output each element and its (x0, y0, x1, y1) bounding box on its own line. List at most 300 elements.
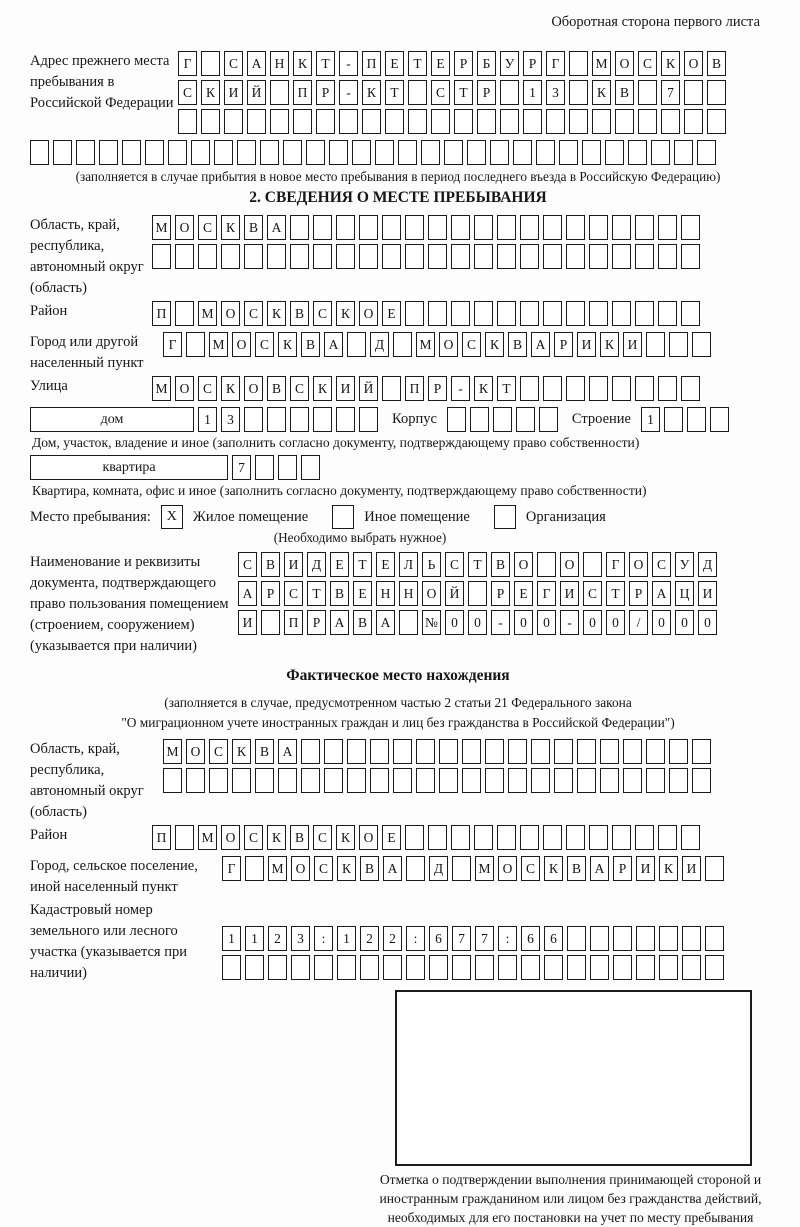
char-box[interactable] (76, 140, 95, 165)
char-box[interactable] (444, 140, 463, 165)
char-box[interactable] (592, 109, 611, 134)
char-box[interactable] (485, 739, 504, 764)
char-box[interactable]: 1 (337, 926, 356, 951)
char-box[interactable] (370, 739, 389, 764)
char-box[interactable]: С (198, 215, 217, 240)
char-box[interactable] (635, 244, 654, 269)
char-box[interactable] (612, 301, 631, 326)
char-box[interactable]: 1 (198, 407, 217, 432)
char-box[interactable]: : (498, 926, 517, 951)
char-box[interactable]: 7 (452, 926, 471, 951)
char-box[interactable] (658, 376, 677, 401)
char-box[interactable]: А (376, 610, 395, 635)
char-box[interactable]: В (244, 215, 263, 240)
char-box[interactable] (692, 768, 711, 793)
char-box[interactable]: / (629, 610, 648, 635)
char-box[interactable]: С (290, 376, 309, 401)
char-box[interactable] (623, 768, 642, 793)
char-box[interactable] (605, 140, 624, 165)
char-box[interactable]: С (244, 825, 263, 850)
char-box[interactable] (520, 301, 539, 326)
char-box[interactable]: П (152, 301, 171, 326)
char-box[interactable]: М (592, 51, 611, 76)
char-box[interactable]: А (267, 215, 286, 240)
char-box[interactable]: К (278, 332, 297, 357)
char-box[interactable] (692, 332, 711, 357)
char-box[interactable] (497, 825, 516, 850)
char-box[interactable] (500, 80, 519, 105)
char-box[interactable] (681, 825, 700, 850)
char-box[interactable] (347, 332, 366, 357)
char-box[interactable]: М (152, 215, 171, 240)
char-box[interactable] (669, 332, 688, 357)
char-box[interactable] (600, 739, 619, 764)
char-box[interactable] (360, 955, 379, 980)
char-box[interactable]: С (314, 856, 333, 881)
char-box[interactable] (658, 215, 677, 240)
char-box[interactable] (635, 215, 654, 240)
char-box[interactable] (290, 215, 309, 240)
char-box[interactable] (539, 407, 558, 432)
char-box[interactable]: С (224, 51, 243, 76)
char-box[interactable]: - (339, 80, 358, 105)
char-box[interactable] (612, 825, 631, 850)
char-box[interactable] (531, 739, 550, 764)
char-box[interactable] (451, 244, 470, 269)
char-box[interactable]: 3 (546, 80, 565, 105)
char-box[interactable] (232, 768, 251, 793)
char-box[interactable] (290, 407, 309, 432)
char-box[interactable] (577, 739, 596, 764)
char-box[interactable] (301, 739, 320, 764)
char-box[interactable]: Т (606, 581, 625, 606)
char-box[interactable]: О (359, 301, 378, 326)
char-box[interactable] (268, 955, 287, 980)
char-box[interactable] (684, 80, 703, 105)
char-box[interactable]: И (560, 581, 579, 606)
char-box[interactable] (405, 215, 424, 240)
char-box[interactable] (467, 140, 486, 165)
char-box[interactable] (474, 825, 493, 850)
char-box[interactable] (359, 407, 378, 432)
char-box[interactable] (628, 140, 647, 165)
char-box[interactable]: 0 (652, 610, 671, 635)
char-box[interactable] (462, 768, 481, 793)
char-box[interactable] (612, 244, 631, 269)
char-box[interactable] (428, 244, 447, 269)
char-box[interactable]: О (560, 552, 579, 577)
char-box[interactable]: Д (698, 552, 717, 577)
char-box[interactable] (646, 332, 665, 357)
char-box[interactable] (278, 768, 297, 793)
char-box[interactable] (278, 455, 297, 480)
char-box[interactable] (99, 140, 118, 165)
char-box[interactable]: К (337, 856, 356, 881)
char-box[interactable]: Г (546, 51, 565, 76)
char-box[interactable]: 0 (698, 610, 717, 635)
char-box[interactable]: К (659, 856, 678, 881)
char-box[interactable] (513, 140, 532, 165)
char-box[interactable]: К (201, 80, 220, 105)
char-box[interactable] (577, 768, 596, 793)
char-box[interactable]: М (268, 856, 287, 881)
char-box[interactable] (589, 244, 608, 269)
char-box[interactable] (569, 51, 588, 76)
char-box[interactable] (198, 244, 217, 269)
char-box[interactable] (237, 140, 256, 165)
char-box[interactable] (498, 955, 517, 980)
char-box[interactable] (408, 80, 427, 105)
char-box[interactable] (339, 109, 358, 134)
char-box[interactable] (638, 109, 657, 134)
char-box[interactable] (684, 109, 703, 134)
char-box[interactable] (589, 825, 608, 850)
char-box[interactable] (682, 955, 701, 980)
char-box[interactable] (224, 109, 243, 134)
char-box[interactable] (201, 51, 220, 76)
char-box[interactable]: Е (431, 51, 450, 76)
char-box[interactable] (347, 739, 366, 764)
char-box[interactable]: № (422, 610, 441, 635)
char-box[interactable]: Г (163, 332, 182, 357)
char-box[interactable]: В (360, 856, 379, 881)
char-box[interactable]: О (439, 332, 458, 357)
char-box[interactable]: Й (445, 581, 464, 606)
char-box[interactable] (658, 244, 677, 269)
char-box[interactable] (567, 926, 586, 951)
char-box[interactable]: В (290, 825, 309, 850)
char-box[interactable]: Ь (422, 552, 441, 577)
char-box[interactable]: О (359, 825, 378, 850)
char-box[interactable]: П (284, 610, 303, 635)
char-box[interactable] (490, 140, 509, 165)
char-box[interactable] (474, 301, 493, 326)
char-box[interactable] (705, 926, 724, 951)
char-box[interactable] (267, 407, 286, 432)
char-box[interactable] (452, 856, 471, 881)
char-box[interactable]: Д (307, 552, 326, 577)
char-box[interactable]: : (406, 926, 425, 951)
char-box[interactable]: И (238, 610, 257, 635)
char-box[interactable] (260, 140, 279, 165)
char-box[interactable] (270, 109, 289, 134)
char-box[interactable]: Т (408, 51, 427, 76)
char-box[interactable] (636, 955, 655, 980)
char-box[interactable]: 0 (675, 610, 694, 635)
char-box[interactable] (428, 215, 447, 240)
char-box[interactable] (324, 768, 343, 793)
char-box[interactable] (477, 109, 496, 134)
char-box[interactable] (385, 109, 404, 134)
char-box[interactable]: О (422, 581, 441, 606)
char-box[interactable] (475, 955, 494, 980)
char-box[interactable] (470, 407, 489, 432)
char-box[interactable] (405, 825, 424, 850)
char-box[interactable]: А (278, 739, 297, 764)
char-box[interactable] (497, 215, 516, 240)
char-box[interactable] (247, 109, 266, 134)
char-box[interactable]: Р (261, 581, 280, 606)
char-box[interactable]: О (186, 739, 205, 764)
checkbox-zhiloe[interactable]: X (161, 505, 183, 529)
char-box[interactable]: А (247, 51, 266, 76)
char-box[interactable] (306, 140, 325, 165)
char-box[interactable] (497, 301, 516, 326)
char-box[interactable] (544, 955, 563, 980)
char-box[interactable]: И (623, 332, 642, 357)
char-box[interactable]: О (629, 552, 648, 577)
char-box[interactable]: О (514, 552, 533, 577)
char-box[interactable] (520, 825, 539, 850)
char-box[interactable] (301, 768, 320, 793)
char-box[interactable]: И (336, 376, 355, 401)
char-box[interactable] (291, 955, 310, 980)
char-box[interactable]: П (405, 376, 424, 401)
char-box[interactable] (651, 140, 670, 165)
char-box[interactable] (214, 140, 233, 165)
char-box[interactable]: Р (629, 581, 648, 606)
char-box[interactable]: Е (382, 301, 401, 326)
char-box[interactable] (635, 301, 654, 326)
char-box[interactable]: П (152, 825, 171, 850)
char-box[interactable]: Й (247, 80, 266, 105)
char-box[interactable] (497, 244, 516, 269)
char-box[interactable] (201, 109, 220, 134)
char-box[interactable]: А (590, 856, 609, 881)
char-box[interactable]: - (491, 610, 510, 635)
char-box[interactable] (661, 109, 680, 134)
char-box[interactable] (566, 825, 585, 850)
char-box[interactable] (520, 215, 539, 240)
char-box[interactable] (646, 768, 665, 793)
char-box[interactable]: 6 (544, 926, 563, 951)
char-box[interactable]: Е (330, 552, 349, 577)
char-box[interactable] (462, 739, 481, 764)
char-box[interactable] (546, 109, 565, 134)
char-box[interactable]: К (232, 739, 251, 764)
char-box[interactable]: К (362, 80, 381, 105)
char-box[interactable]: Т (353, 552, 372, 577)
char-box[interactable] (681, 215, 700, 240)
char-box[interactable]: - (451, 376, 470, 401)
char-box[interactable] (245, 955, 264, 980)
char-box[interactable] (567, 955, 586, 980)
char-box[interactable] (447, 407, 466, 432)
char-box[interactable]: М (475, 856, 494, 881)
char-box[interactable]: Д (429, 856, 448, 881)
char-box[interactable]: П (293, 80, 312, 105)
char-box[interactable] (145, 140, 164, 165)
char-box[interactable] (244, 407, 263, 432)
char-box[interactable] (405, 301, 424, 326)
char-box[interactable] (313, 244, 332, 269)
char-box[interactable] (554, 768, 573, 793)
char-box[interactable]: И (682, 856, 701, 881)
char-box[interactable]: Е (385, 51, 404, 76)
char-box[interactable] (439, 768, 458, 793)
char-box[interactable]: М (209, 332, 228, 357)
char-box[interactable] (454, 109, 473, 134)
char-box[interactable] (222, 955, 241, 980)
char-box[interactable]: К (336, 301, 355, 326)
char-box[interactable]: С (583, 581, 602, 606)
char-box[interactable] (245, 856, 264, 881)
char-box[interactable] (638, 80, 657, 105)
char-box[interactable]: Р (554, 332, 573, 357)
char-box[interactable] (329, 140, 348, 165)
char-box[interactable]: С (284, 581, 303, 606)
char-box[interactable]: 7 (475, 926, 494, 951)
char-box[interactable] (399, 610, 418, 635)
char-box[interactable] (439, 739, 458, 764)
char-box[interactable] (175, 301, 194, 326)
char-box[interactable]: 3 (291, 926, 310, 951)
char-box[interactable]: В (707, 51, 726, 76)
char-box[interactable] (705, 856, 724, 881)
char-box[interactable] (398, 140, 417, 165)
char-box[interactable]: О (244, 376, 263, 401)
char-box[interactable]: 1 (222, 926, 241, 951)
char-box[interactable] (175, 825, 194, 850)
char-box[interactable]: К (221, 215, 240, 240)
char-box[interactable] (508, 768, 527, 793)
char-box[interactable]: 2 (383, 926, 402, 951)
char-box[interactable] (283, 140, 302, 165)
char-box[interactable]: Т (307, 581, 326, 606)
char-box[interactable] (359, 244, 378, 269)
char-box[interactable] (347, 768, 366, 793)
char-box[interactable] (382, 244, 401, 269)
char-box[interactable]: К (336, 825, 355, 850)
char-box[interactable]: О (615, 51, 634, 76)
char-box[interactable] (521, 955, 540, 980)
char-box[interactable]: Г (178, 51, 197, 76)
char-box[interactable] (382, 376, 401, 401)
char-box[interactable] (336, 215, 355, 240)
char-box[interactable] (600, 768, 619, 793)
char-box[interactable]: М (198, 825, 217, 850)
char-box[interactable] (658, 825, 677, 850)
char-box[interactable]: Р (316, 80, 335, 105)
char-box[interactable]: А (531, 332, 550, 357)
char-box[interactable] (429, 955, 448, 980)
char-box[interactable]: 0 (514, 610, 533, 635)
char-box[interactable] (314, 955, 333, 980)
char-box[interactable] (336, 244, 355, 269)
char-box[interactable] (659, 955, 678, 980)
char-box[interactable] (710, 407, 729, 432)
char-box[interactable] (221, 244, 240, 269)
char-box[interactable]: Е (376, 552, 395, 577)
char-box[interactable] (566, 244, 585, 269)
char-box[interactable]: С (255, 332, 274, 357)
char-box[interactable] (559, 140, 578, 165)
char-box[interactable]: Л (399, 552, 418, 577)
char-box[interactable] (375, 140, 394, 165)
char-box[interactable]: 0 (468, 610, 487, 635)
char-box[interactable] (658, 301, 677, 326)
kvartira-field[interactable]: квартира (30, 455, 228, 480)
char-box[interactable]: С (209, 739, 228, 764)
char-box[interactable]: В (330, 581, 349, 606)
char-box[interactable] (452, 955, 471, 980)
char-box[interactable]: 7 (661, 80, 680, 105)
char-box[interactable]: В (567, 856, 586, 881)
char-box[interactable]: 6 (429, 926, 448, 951)
char-box[interactable] (382, 215, 401, 240)
char-box[interactable] (536, 140, 555, 165)
char-box[interactable]: А (238, 581, 257, 606)
char-box[interactable]: 3 (221, 407, 240, 432)
char-box[interactable]: 1 (523, 80, 542, 105)
checkbox-organizatsiya[interactable] (494, 505, 516, 529)
char-box[interactable] (615, 109, 634, 134)
char-box[interactable]: Е (514, 581, 533, 606)
char-box[interactable] (416, 739, 435, 764)
char-box[interactable]: Т (454, 80, 473, 105)
char-box[interactable]: К (267, 825, 286, 850)
char-box[interactable]: К (661, 51, 680, 76)
char-box[interactable] (405, 244, 424, 269)
char-box[interactable]: Г (606, 552, 625, 577)
char-box[interactable]: С (521, 856, 540, 881)
char-box[interactable] (707, 109, 726, 134)
char-box[interactable] (582, 140, 601, 165)
char-box[interactable] (635, 376, 654, 401)
char-box[interactable]: В (615, 80, 634, 105)
char-box[interactable]: К (474, 376, 493, 401)
char-box[interactable]: 0 (606, 610, 625, 635)
char-box[interactable]: Г (222, 856, 241, 881)
char-box[interactable]: 0 (537, 610, 556, 635)
char-box[interactable] (383, 955, 402, 980)
char-box[interactable] (336, 407, 355, 432)
char-box[interactable]: О (221, 301, 240, 326)
char-box[interactable]: С (462, 332, 481, 357)
char-box[interactable] (408, 109, 427, 134)
char-box[interactable] (566, 301, 585, 326)
char-box[interactable]: С (198, 376, 217, 401)
char-box[interactable] (428, 301, 447, 326)
char-box[interactable] (682, 926, 701, 951)
char-box[interactable] (531, 768, 550, 793)
char-box[interactable] (537, 552, 556, 577)
char-box[interactable] (583, 552, 602, 577)
char-box[interactable]: К (267, 301, 286, 326)
char-box[interactable]: 7 (232, 455, 251, 480)
char-box[interactable] (508, 739, 527, 764)
char-box[interactable]: Р (454, 51, 473, 76)
char-box[interactable]: С (638, 51, 657, 76)
char-box[interactable] (186, 332, 205, 357)
char-box[interactable]: - (339, 51, 358, 76)
char-box[interactable] (352, 140, 371, 165)
char-box[interactable]: В (255, 739, 274, 764)
char-box[interactable]: С (238, 552, 257, 577)
char-box[interactable] (255, 455, 274, 480)
char-box[interactable]: М (163, 739, 182, 764)
char-box[interactable] (485, 768, 504, 793)
char-box[interactable] (209, 768, 228, 793)
char-box[interactable]: О (221, 825, 240, 850)
char-box[interactable]: Т (385, 80, 404, 105)
char-box[interactable]: К (221, 376, 240, 401)
char-box[interactable] (566, 376, 585, 401)
char-box[interactable] (613, 955, 632, 980)
char-box[interactable]: О (498, 856, 517, 881)
char-box[interactable] (186, 768, 205, 793)
char-box[interactable] (152, 244, 171, 269)
